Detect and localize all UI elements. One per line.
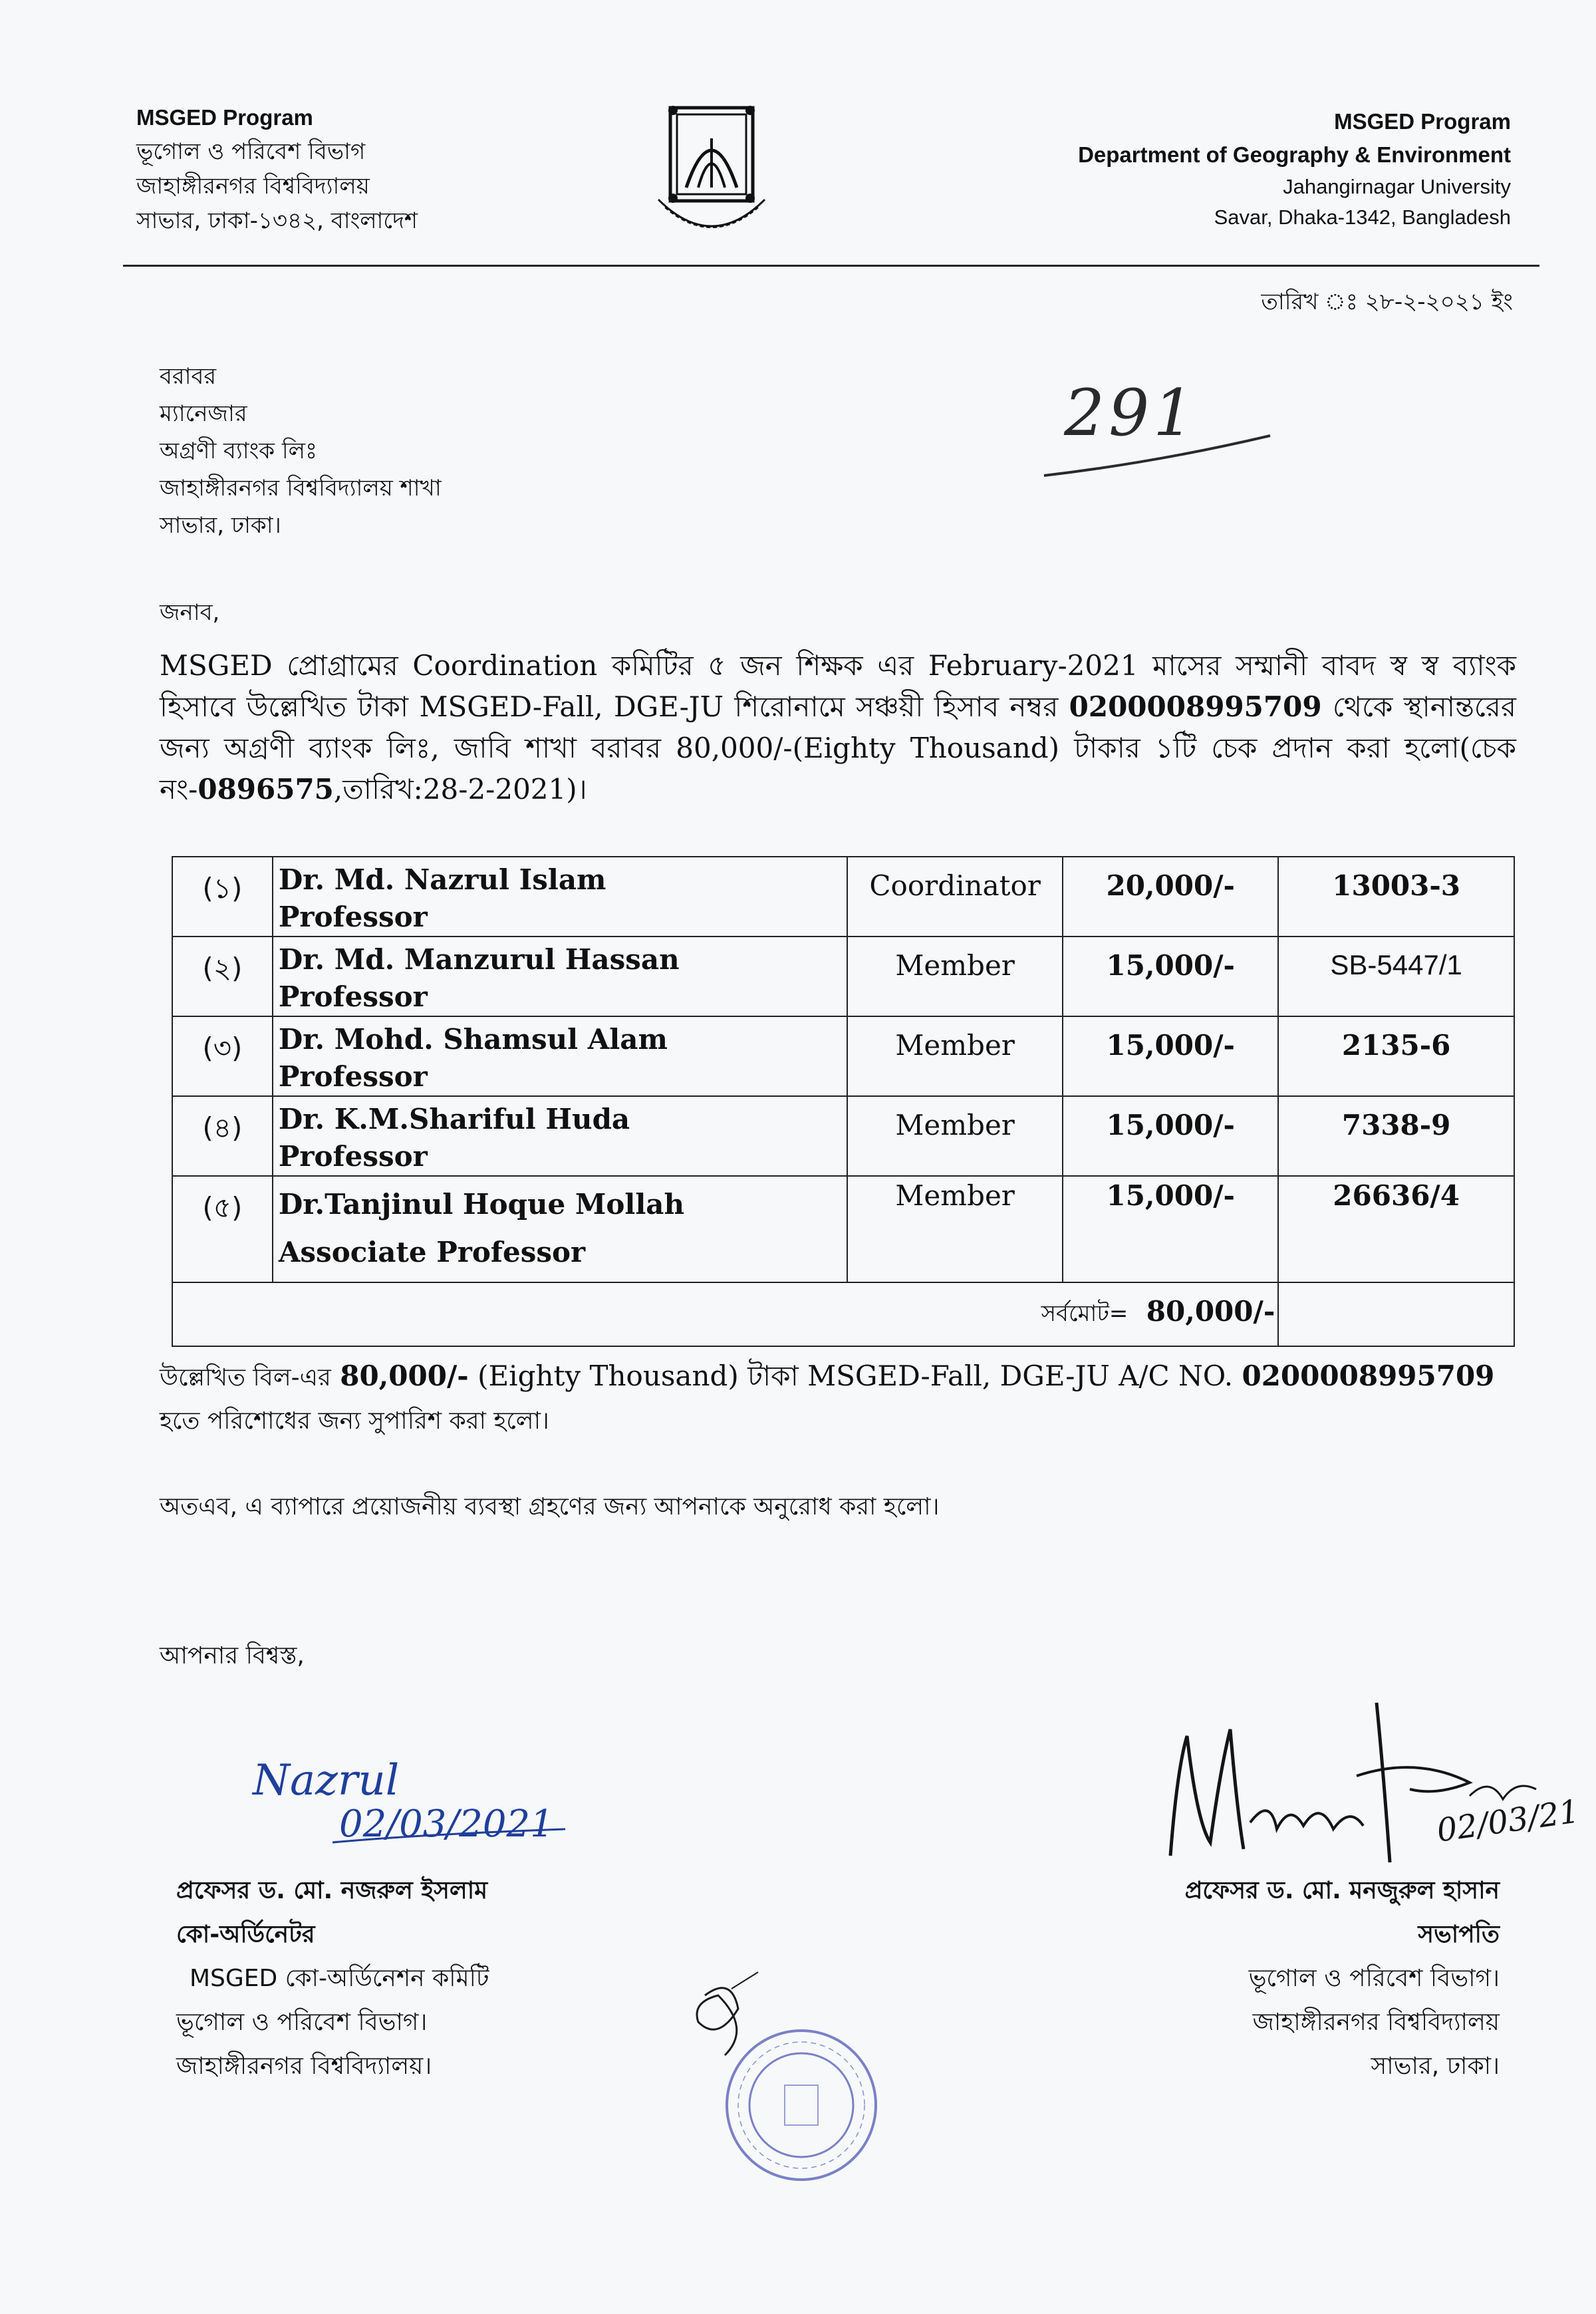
account-cell: SB-5447/1 (1278, 937, 1514, 1016)
header-divider (123, 265, 1539, 267)
payee-designation: Professor (278, 1140, 428, 1173)
account-cell: 2135-6 (1278, 1016, 1514, 1096)
university-seal-icon (645, 100, 778, 253)
serial-cell: (৩) (172, 1016, 273, 1096)
recommend-amount: 80,000/- (340, 1360, 469, 1392)
role-cell: Member (847, 1016, 1063, 1096)
total-amount: 80,000/- (1146, 1294, 1275, 1328)
signatory-left-committee: MSGED কো-অর্ডিনেশন কমিটি (190, 1965, 489, 1992)
serial-cell: (১) (172, 857, 273, 937)
signature-left-name: Nazrul (253, 1756, 400, 1805)
signature-right-date: 02/03/21 (1434, 1793, 1582, 1850)
signature-left (253, 1756, 598, 1856)
body-text-3: ,তারিখ:28-2-2021)। (333, 773, 587, 805)
recommend-suffix: হতে পরিশোধের জন্য সুপারিশ করা হলো। (160, 1407, 549, 1435)
amount-cell: 15,000/- (1063, 937, 1278, 1016)
address-line: জাহাঙ্গীরনগর বিশ্ববিদ্যালয় শাখা (160, 475, 442, 502)
recommend-middle: (Eighty Thousand) টাকা MSGED-Fall, DGE-JU A/C NO. (477, 1360, 1234, 1392)
serial-cell: (৫) (172, 1176, 273, 1282)
address-line: ম্যানেজার (160, 400, 247, 427)
body-text-2: থেকে স্থানান্তরের জন্য অগ্রণী ব্যাংক লিঃ, জাবি শাখা বরাবর 80,000/-(Eighty Thousand) টাকার ১টি চেক প্রদান করা হলো(চেক নং- (160, 690, 1516, 805)
name-cell (273, 1016, 847, 1096)
header-right (912, 105, 1511, 233)
salutation: জনাব, (160, 599, 220, 626)
recommend-prefix: উল্লেখিত বিল-এর (160, 1364, 331, 1391)
table-row (172, 937, 1514, 1016)
program-name: MSGED Program (136, 105, 313, 130)
payee-name: Dr.Tanjinul Hoque Mollah (278, 1188, 685, 1221)
cheque-number: 0896575 (198, 773, 334, 805)
total-cell (172, 1282, 1278, 1346)
account-number: 0200008995709 (1069, 690, 1322, 723)
role-cell: Member (847, 937, 1063, 1016)
closing-line: আপনার বিশ্বস্ত, (160, 1642, 305, 1669)
signatory-right (1034, 1869, 1500, 2089)
department-name-en: Department of Geography & Environment (1078, 142, 1511, 167)
recipient-address (160, 358, 442, 544)
payee-name: Dr. Md. Nazrul Islam (278, 863, 606, 896)
account-cell: 7338-9 (1278, 1096, 1514, 1176)
serial-cell: (৪) (172, 1096, 273, 1176)
name-cell (273, 937, 847, 1016)
amount-cell: 15,000/- (1063, 1176, 1278, 1282)
program-name-en: MSGED Program (1334, 109, 1511, 134)
total-row (172, 1282, 1514, 1346)
payee-name: Dr. Mohd. Shamsul Alam (278, 1023, 668, 1056)
department-name: ভূগোল ও পরিবেশ বিভাগ (136, 138, 366, 165)
name-cell (273, 1096, 847, 1176)
letter-date: তারিখ ঃ ২৮-২-২০২১ ইং (1261, 289, 1513, 315)
university-name: জাহাঙ্গীরনগর বিশ্ববিদ্যালয় (136, 173, 370, 200)
payee-designation: Associate Professor (278, 1236, 586, 1268)
name-cell (273, 857, 847, 937)
recommend-account: 0200008995709 (1242, 1360, 1495, 1392)
signatory-right-university: জাহাঙ্গীরনগর বিশ্ববিদ্যালয় (1252, 2009, 1500, 2036)
serial-cell: (২) (172, 937, 273, 1016)
signatory-left-name: প্রফেসর ড. মো. নজরুল ইসলাম (176, 1877, 488, 1904)
amount-cell: 15,000/- (1063, 1096, 1278, 1176)
university-address: সাভার, ঢাকা-১৩৪২, বাংলাদেশ (136, 208, 418, 234)
recommendation-paragraph (160, 1356, 1516, 1442)
account-cell: 26636/4 (1278, 1176, 1514, 1282)
payee-designation: Professor (278, 980, 428, 1013)
name-cell (273, 1176, 847, 1282)
amount-cell: 15,000/- (1063, 1016, 1278, 1096)
table-row (172, 1176, 1514, 1282)
university-name-en: Jahangirnagar University (1283, 175, 1511, 198)
signatory-left-department: ভূগোল ও পরিবেশ বিভাগ। (176, 2009, 428, 2036)
payee-designation: Professor (278, 901, 428, 933)
role-cell: Member (847, 1096, 1063, 1176)
signatory-left-university: জাহাঙ্গীরনগর বিশ্ববিদ্যালয়। (176, 2053, 432, 2080)
request-line: অতএব, এ ব্যাপারে প্রয়োজনীয় ব্যবস্থা গ্রহণের জন্য আপনাকে অনুরোধ করা হলো। (160, 1493, 940, 1520)
total-label: সর্বমোট= (1041, 1300, 1129, 1327)
role-cell: Coordinator (847, 857, 1063, 937)
signature-left-date: 02/03/2021 (339, 1803, 554, 1846)
header-left (136, 101, 509, 238)
office-seal-stamp-icon (658, 1969, 898, 2188)
empty-cell (1278, 1282, 1514, 1346)
university-address-en: Savar, Dhaka-1342, Bangladesh (1214, 206, 1511, 229)
signature-right (1157, 1689, 1582, 1876)
address-line: সাভার, ঢাকা। (160, 512, 281, 539)
account-cell: 13003-3 (1278, 857, 1514, 937)
signatory-right-address: সাভার, ঢাকা। (1371, 2053, 1500, 2080)
table-row (172, 1096, 1514, 1176)
body-paragraph (160, 645, 1516, 810)
signatory-right-title: সভাপতি (1418, 1921, 1500, 1948)
body-text-1: MSGED প্রোগ্রামের Coordination কমিটির ৫ জন শিক্ষক এর February-2021 মাসের সম্মানী বাবদ স্ব স্ব ব্যাংক হিসাবে উল্লেখিত টাকা MSGED-Fall, DGE-JU শিরোনামে সঞ্চয়ী হিসাব নম্বর (160, 649, 1516, 723)
amount-cell: 20,000/- (1063, 857, 1278, 937)
payee-name: Dr. Md. Manzurul Hassan (278, 943, 680, 976)
payee-designation: Professor (278, 1060, 428, 1093)
payee-name: Dr. K.M.Shariful Huda (278, 1103, 630, 1135)
signatory-right-department: ভূগোল ও পরিবেশ বিভাগ। (1248, 1965, 1500, 1992)
table-row (172, 1016, 1514, 1096)
payment-table (172, 856, 1515, 1347)
role-cell: Member (847, 1176, 1063, 1282)
signatory-left (176, 1869, 489, 2089)
signatory-left-title: কো-অর্ডিনেটর (176, 1921, 315, 1948)
reference-number: 291 (1037, 369, 1277, 502)
signatory-right-name: প্রফেসর ড. মো. মনজুরুল হাসান (1184, 1877, 1500, 1904)
address-line: বরাবর (160, 363, 217, 390)
table-row (172, 857, 1514, 937)
address-line: অগ্রণী ব্যাংক লিঃ (160, 438, 318, 464)
